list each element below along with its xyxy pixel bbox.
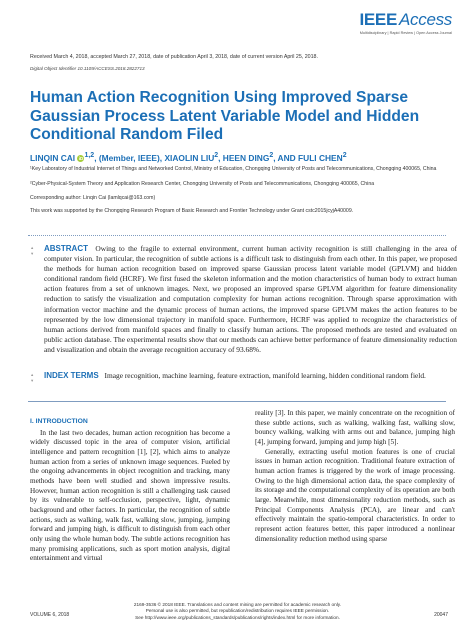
paper-title: Human Action Recognition Using Improved Sparse Gaussian Process Latent Variable Model and Hidden Conditional Random Filed bbox=[30, 89, 420, 144]
index-terms-section bbox=[44, 371, 457, 381]
received-dates: Received March 4, 2018, accepted March 27, 2018, date of publication April 3, 2018, date of current version April 25, 2018. bbox=[30, 54, 318, 60]
ieee-access-logo bbox=[359, 10, 452, 35]
author-liu: , (Member, IEEE), XIAOLIN LIU bbox=[94, 152, 215, 163]
affiliation-2: ²Cyber-Physical-System Theory and Application Research Center, Chongqing University of Posts and Telecommunications, Chongqing 400065, China bbox=[30, 181, 375, 187]
intro-paragraph-2: Generally, extracting useful motion features is one of crucial issues in human action recognition. Traditional feature extraction of human action frames is triggered by the work of image processing. Owing to the high dimensional action data, the space complexity of its storage and the computational complexity of its operation are both large. Meanwhile, most dimensionality reduction methods, such as Principal Components Analysis (PCA), are linear and can't effectively maintain the spatio-temporal characteristics. In order to represent action features better, this paper introduced a nonlinear dimensionality reduction method using sparse bbox=[255, 447, 455, 543]
index-terms-heading: INDEX TERMS bbox=[44, 371, 99, 380]
logo-access-text: Access bbox=[399, 10, 452, 29]
collapse-arrow-icon: ▾ bbox=[31, 250, 34, 256]
author-chen: , AND FULI CHEN bbox=[273, 152, 343, 163]
author-ding-sup: 2 bbox=[269, 152, 274, 159]
section-divider bbox=[28, 401, 446, 402]
logo-tagline: Multidisciplinary | Rapid Review | Open Access Journal bbox=[359, 31, 452, 35]
abstract-text: Owing to the fragile to external environment, current human activity recognition is still challenging in the area of computer vision. In particular, the recognition of subtle actions is a difficult task to distinguish from each other. In this paper, we proposed the methods for human action recognition based on improved sparse Gaussian process latent variable model (GPLVM) and hidden conditional random field (HCRF). We first fused the skeleton information and the motion characteristics of human body to extract human action features from a set of unknown images. Next, we proposed an improved sparse GPLVM algorithm for feature dimensionality reduction to satisfy the visualization and computation complexity for human actions recognition. Through sparse approximation with information vector machine and the dynamic process of human actions, the improved sparse GPLVM makes the action features to be represented by the low dimensional trajectory in manifold space. Furthermore, HCRF was applied to recognize the characteristics of human actions derived from manifold spaces and finally to classify human actions. The proposed methods are tested and evaluated on public action database. The experimental results show that our methods can achieve better performance of feature dimensionality reduction and visualization and obtain the average recognition accuracy of 93.68%. bbox=[44, 244, 457, 354]
abstract-side-icons bbox=[31, 245, 33, 256]
abstract-heading: ABSTRACT bbox=[44, 244, 88, 253]
intro-left-column bbox=[30, 417, 230, 564]
logo-wordmark bbox=[359, 10, 452, 30]
author-cai: LINQIN CAI bbox=[30, 152, 76, 163]
author-chen-sup: 2 bbox=[342, 152, 347, 159]
expand-arrow-icon: ▴ bbox=[31, 245, 34, 250]
collapse-arrow-icon: ▾ bbox=[31, 377, 34, 383]
orcid-icon[interactable]: iD bbox=[78, 155, 84, 161]
page-number: 20047 bbox=[434, 612, 448, 618]
expand-arrow-icon: ▴ bbox=[31, 372, 34, 377]
author-list bbox=[30, 152, 450, 163]
funding-note: This work was supported by the Chongqing Research Program of Basic Research and Frontier Technology under Grant cstc2015jcyjA40009. bbox=[30, 208, 354, 214]
corresponding-author: Corresponding author: Linqin Cai (lamlqcai@163.com) bbox=[30, 195, 156, 201]
index-terms-side-icons bbox=[31, 372, 33, 383]
author-ding: , HEEN DING bbox=[218, 152, 270, 163]
intro-heading: I. INTRODUCTION bbox=[30, 418, 88, 425]
volume-label: VOLUME 6, 2018 bbox=[30, 612, 70, 618]
affiliation-1: ¹Key Laboratory of Industrial Internet of Things and Networked Control, Ministry of Education, Chongqing University of Posts and Telecommunications, Chongqing 400065, China bbox=[30, 166, 437, 172]
rights-link[interactable]: See http://www.ieee.org/publications_standards/publications/rights/index.html for more information. bbox=[135, 614, 340, 620]
intro-paragraph-continued: reality [3]. In this paper, we mainly concentrate on the recognition of these subtle actions, such as walking, walking fast, walking slow, bouncy walking, walking with arms out and balance, jumping high [4], jumping forward, jumping and jump high [5]. bbox=[255, 409, 455, 446]
abstract-top-rule bbox=[28, 235, 446, 236]
personal-use-line: Personal use is also permitted, but republication/redistribution requires IEEE permission. bbox=[145, 608, 330, 614]
doi-line: Digital Object Identifier 10.1109/ACCESS.2018.2822713 bbox=[30, 66, 145, 71]
logo-ieee-text: IEEE bbox=[359, 10, 397, 29]
copyright-footer bbox=[120, 602, 355, 621]
intro-right-column bbox=[255, 409, 455, 544]
issn-line: 2169-3536 © 2018 IEEE. Translations and content mining are permitted for academic research only. bbox=[133, 602, 342, 607]
index-terms-text: Image recognition, machine learning, feature extraction, manifold learning, hidden conditional random field. bbox=[104, 371, 426, 380]
author-liu-sup: 2 bbox=[214, 152, 219, 159]
author-cai-sup: 1,2 bbox=[84, 152, 95, 159]
intro-paragraph-1: In the last two decades, human action recognition has become a widely discussed topic in the area of computer vision, artificial intelligence and pattern recognition [1], [2], which aims to analyze human action from a series of unknown image sequences. Fueled by the ongoing advancements in object recognition and tracking, many methods have been well studied and shown impressive results. However, human action recognition is still a challenging task caused by its vulnerable to self-occlusion, perspective, light, dynamic background and other factors. In particular, the recognition of subtle actions, such as walking, walk fast, walking slow, jumping, jumping forward and jumping high, is difficult to distinguish from each other only using the whole human body. The subtle actions recognition has many promising applications, such as sport motion analysis, digital entertainment and virtual bbox=[30, 428, 230, 563]
abstract-section bbox=[44, 244, 457, 355]
